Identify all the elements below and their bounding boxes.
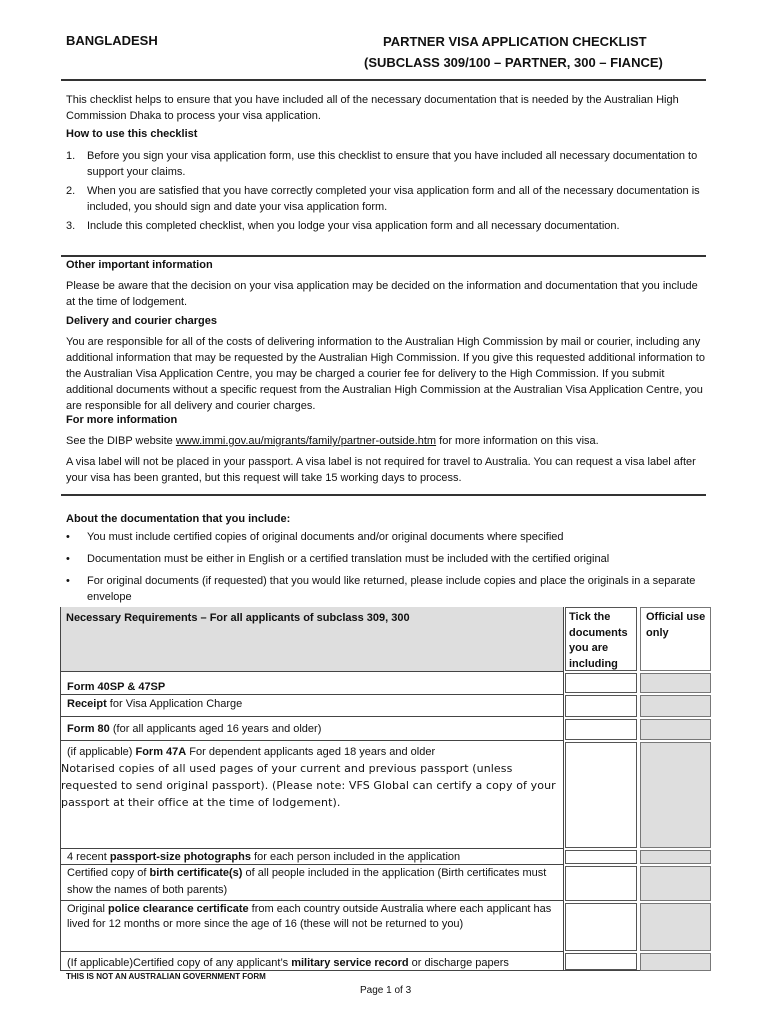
official-use-cell [640, 673, 711, 693]
tick-box-birth-certificates[interactable] [565, 866, 637, 901]
more-info-text [66, 433, 706, 449]
official-use-cell [640, 742, 711, 848]
req-rest: for each person included in the application [251, 851, 461, 863]
official-use-cell [640, 903, 711, 951]
req-form-80 [67, 721, 321, 737]
dibp-website-link[interactable]: www.immi.gov.au/migrants/family/partner-outside.htm [175, 435, 437, 447]
row-divider [60, 900, 564, 901]
req-rest: or discharge papers [408, 957, 509, 969]
page-title: PARTNER VISA APPLICATION CHECKLIST [383, 34, 647, 49]
official-use-cell [640, 719, 711, 740]
row-divider [60, 951, 564, 952]
step-1 [66, 148, 706, 180]
req-pre: Certified copy of [67, 867, 150, 879]
step-number: 2. [66, 185, 76, 197]
req-birth-certificates [67, 865, 557, 899]
req-pre: Original [67, 903, 108, 915]
official-use-cell [640, 866, 711, 901]
tick-box-form-47a-passport[interactable] [565, 742, 637, 848]
req-bold: military service record [291, 957, 409, 969]
req-form-40sp-47sp: Form 40SP & 47SP [67, 681, 166, 693]
req-rest: For dependent applicants aged 18 years and older [186, 746, 436, 758]
requirements-header-label: Necessary Requirements – For all applicants of subclass 309, 300 [66, 612, 410, 624]
step-text: When you are satisfied that you have correctly completed your visa application form and all of the necessary documentation is included, you should sign and date your visa application form. [87, 185, 700, 213]
step-number: 3. [66, 220, 76, 232]
req-bold: birth certificate(s) [149, 867, 243, 879]
bullet-text: You must include certified copies of original documents and/or original documents where specified [87, 531, 564, 543]
step-text: Include this completed checklist, when you lodge your visa application form and all necessary documentation. [87, 220, 620, 232]
tick-header-label: Tick the documents you are including [569, 611, 628, 670]
how-to-heading: How to use this checklist [66, 128, 198, 140]
req-bold: passport-size photographs [109, 851, 251, 863]
table-header-tick [565, 607, 637, 671]
doc-bullet-3 [66, 573, 706, 605]
req-rest: for Visa Application Charge [106, 698, 243, 710]
bullet-icon: • [66, 575, 70, 587]
decision-text: Please be aware that the decision on your visa application may be decided on the information and documentation that you include at the time of lodgement. [66, 280, 698, 308]
row-divider [60, 740, 564, 741]
step-number: 1. [66, 150, 76, 162]
row-divider [60, 716, 564, 717]
intro-text: This checklist helps to ensure that you have included all of the necessary documentation that is needed by the Australian High Commission Dhaka to process your visa application. [66, 94, 679, 122]
more-info-heading: For more information [66, 414, 178, 426]
req-receipt [67, 696, 242, 712]
req-bold: police clearance certificate [107, 903, 249, 915]
official-use-cell [640, 850, 711, 864]
country-heading: BANGLADESH [66, 33, 158, 48]
tick-box-receipt[interactable] [565, 695, 637, 717]
row-divider [60, 694, 564, 695]
req-form-47a [67, 744, 435, 760]
section-divider [61, 494, 706, 496]
req-bold: Form 80 [67, 723, 110, 735]
req-bold: Form 47A [135, 746, 187, 758]
req-bold: Receipt [67, 698, 107, 710]
table-border-mid [563, 607, 564, 971]
doc-bullet-2 [66, 551, 706, 567]
row-divider [60, 671, 564, 672]
bullet-icon: • [66, 531, 70, 543]
official-use-cell [640, 953, 711, 971]
footer-notice: THIS IS NOT AN AUSTRALIAN GOVERNMENT FORM [66, 972, 266, 981]
tick-box-form-80[interactable] [565, 719, 637, 740]
more-info-suffix: for more information on this visa. [436, 435, 599, 447]
page-subtitle: (SUBCLASS 309/100 – PARTNER, 300 – FIANCE) [364, 55, 663, 70]
more-info-prefix: See the DIBP website [66, 435, 176, 447]
doc-bullet-1 [66, 529, 706, 545]
official-use-cell [640, 695, 711, 717]
req-rest: from each country outside Australia where each applicant has lived for 12 months or more since the age of 16 (these will not be returned to you) [67, 903, 552, 930]
req-pre: 4 recent [67, 851, 110, 863]
tick-box-police-clearance[interactable] [565, 903, 637, 951]
header-divider [61, 79, 706, 81]
req-pre: (If applicable)Certified copy of any applicant’s [67, 957, 292, 969]
step-3 [66, 218, 706, 234]
req-passport-copies: Notarised copies of all used pages of your current and previous passport (unless requested to send original passport). (Please note: VFS Global can certify a copy of your passport at their office at the time of lodgement). [61, 762, 556, 809]
table-header-official [640, 607, 711, 671]
bullet-text: For original documents (if requested) that you would like returned, please include copies and place the originals in a separate envelope [87, 575, 696, 603]
step-2 [66, 183, 706, 215]
req-pre: (if applicable) [67, 746, 136, 758]
tick-box-military-record[interactable] [565, 953, 637, 970]
req-police-clearance [67, 902, 557, 932]
official-header-label: Official use only [646, 611, 706, 639]
other-info-heading: Other important information [66, 259, 213, 271]
delivery-text: You are responsible for all of the costs of delivering information to the Australian High Commission by mail or courier, including any additional information that may be requested by the Australian High Commission. If you give this requested additional information to the Australian Visa Application Centre, you may be charged a courier fee for delivery to the High Commission. If you submit additional documents without a specific request from the Australian High Commission at the Australian Visa Application Centre, you are responsible for all delivery and courier charges. [66, 336, 705, 412]
req-military-record [67, 955, 509, 971]
step-text: Before you sign your visa application form, use this checklist to ensure that you have included all necessary documentation to support your claims. [87, 150, 698, 178]
req-rest: of all people included in the application (Birth certificates must show the names of both parents) [67, 867, 547, 896]
tick-box-photos[interactable] [565, 850, 637, 864]
delivery-heading: Delivery and courier charges [66, 315, 218, 327]
bullet-text: Documentation must be either in English or a certified translation must be included with the certified original [87, 553, 610, 565]
visa-label-text: A visa label will not be placed in your passport. A visa label is not required for travel to Australia. You can request a visa label after your visa has been granted, but this request will take 15 working days to process. [66, 456, 696, 484]
req-passport-photos [67, 849, 460, 865]
bullet-icon: • [66, 553, 70, 565]
page-number: Page 1 of 3 [360, 985, 412, 996]
table-header-requirements [60, 607, 563, 671]
req-rest: (for all applicants aged 16 years and older) [109, 723, 322, 735]
tick-box-form-40sp[interactable] [565, 673, 637, 693]
documentation-heading: About the documentation that you include: [66, 513, 291, 525]
